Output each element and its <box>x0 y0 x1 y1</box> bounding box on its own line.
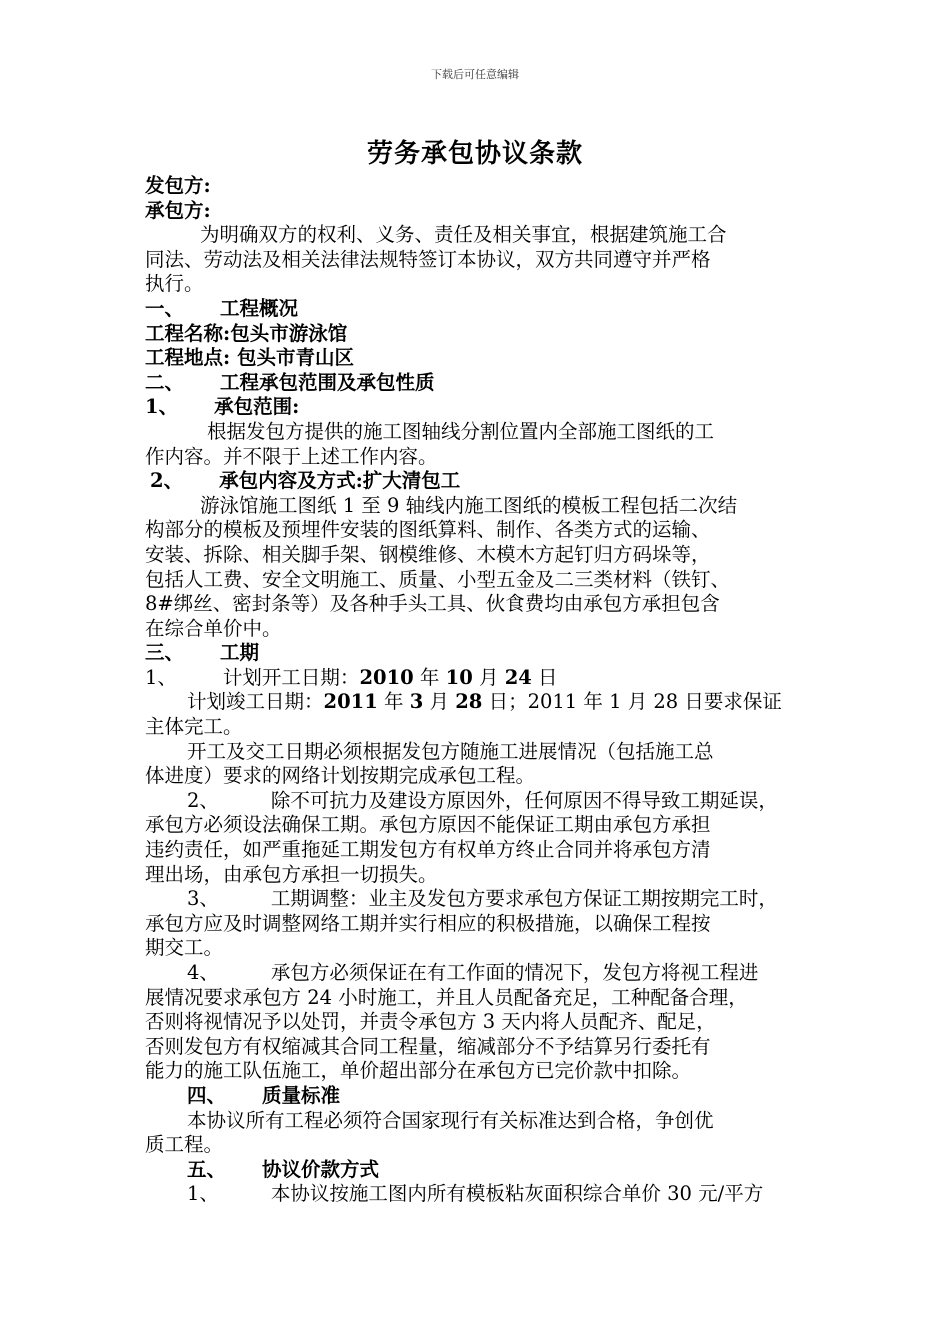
section-4-text: 质工程。 <box>145 1133 224 1157</box>
section-3-3-text: 承包方应及时调整网络工期并实行相应的积极措施，以确保工程按 <box>145 911 711 935</box>
project-name: 工程名称:包头市游泳馆 <box>145 321 348 345</box>
section-2-2-text: 构部分的模板及预埋件安装的图纸算料、制作、各类方式的运输、 <box>145 518 711 542</box>
section-4-heading: 四、 质量标准 <box>187 1083 341 1107</box>
section-3-2-line: 2、 除不可抗力及建设方原因外，任何原因不得导致工期延误， <box>187 788 778 812</box>
section-4-text: 本协议所有工程必须符合国家现行有关标准达到合格，争创优 <box>187 1108 714 1132</box>
section-5-1-line: 1、 本协议按施工图内所有模板粘灰面积综合单价 30 元/平方 <box>187 1182 764 1206</box>
intro-line: 执行。 <box>145 272 204 296</box>
section-3-4-text: 否则发包方有权缩减其合同工程量，缩减部分不予结算另行委托有 <box>145 1034 711 1058</box>
intro-line: 同法、劳动法及相关法律法规特签订本协议，双方共同遵守并严格 <box>145 247 711 271</box>
document-title: 劳务承包协议条款 <box>366 139 583 169</box>
section-3-4-text: 能力的施工队伍施工，单价超出部分在承包方已完价款中扣除。 <box>145 1059 692 1083</box>
header-note: 下载后可任意编辑 <box>431 68 519 81</box>
section-2-2-heading: 2、 承包内容及方式:扩大清包工 <box>150 469 461 493</box>
section-5-heading: 五、 协议价款方式 <box>187 1157 380 1181</box>
section-2-1-text: 作内容。并不限于上述工作内容。 <box>145 444 438 468</box>
document-body <box>145 174 815 1207</box>
section-2-2-text: 包括人工费、安全文明施工、质量、小型五金及二三类材料（铁钉、 <box>145 567 731 591</box>
section-2-2-text: 8#绑丝、密封条等）及各种手头工具、伙食费均由承包方承担包含 <box>145 592 720 616</box>
section-1-heading: 一、 工程概况 <box>145 296 299 320</box>
section-2-2-text: 游泳馆施工图纸 1 至 9 轴线内施工图纸的模板工程包括二次结 <box>200 493 738 517</box>
project-location: 工程地点: 包头市青山区 <box>145 346 354 370</box>
section-2-1-heading: 1、 承包范围: <box>145 395 300 419</box>
start-date-line: 1、 计划开工日期：2010 年 10 月 24 日 <box>145 665 558 689</box>
section-3-3-line: 3、 工期调整：业主及发包方要求承包方保证工期按期完工时， <box>187 887 778 911</box>
section-3-3-text: 期交工。 <box>145 936 224 960</box>
section-2-heading: 二、 工程承包范围及承包性质 <box>145 370 435 394</box>
intro-line: 为明确双方的权利、义务、责任及相关事宜，根据建筑施工合 <box>200 223 727 247</box>
section-2-2-text: 在综合单价中。 <box>145 616 282 640</box>
section-3-4-text: 展情况要求承包方 24 小时施工，并且人员配备充足，工种配备合理， <box>145 985 748 1009</box>
section-3-2-text: 承包方必须设法确保工期。承包方原因不能保证工期由承包方承担 <box>145 813 711 837</box>
section-2-2-text: 安装、拆除、相关脚手架、钢模维修、木模木方起钉归方码垛等， <box>145 542 711 566</box>
party-a-label: 发包方: <box>145 174 211 197</box>
section-3-heading: 三、 工期 <box>145 641 260 665</box>
section-2-1-text: 根据发包方提供的施工图轴线分割位置内全部施工图纸的工 <box>207 419 715 443</box>
section-3-4-line: 4、 承包方必须保证在有工作面的情况下，发包方将视工程进 <box>187 961 759 984</box>
section-3-2-text: 理出场，由承包方承担一切损失。 <box>145 862 438 886</box>
finish-date-cont: 主体完工。 <box>145 715 243 739</box>
finish-date-line: 计划竣工日期：2011 年 3 月 28 日；2011 年 1 月 28 日要求保证 <box>187 690 782 714</box>
section-3-2-text: 违约责任，如严重拖延工期发包方有权单方终止合同并将承包方清 <box>145 838 711 862</box>
schedule-note: 开工及交工日期必须根据发包方随施工进展情况（包括施工总 <box>187 739 714 763</box>
section-3-4-text: 否则将视情况予以处罚，并责令承包方 3 天内将人员配齐、配足， <box>145 1010 716 1034</box>
schedule-note: 体进度）要求的网络计划按期完成承包工程。 <box>145 764 536 788</box>
party-b-label: 承包方: <box>145 198 211 222</box>
